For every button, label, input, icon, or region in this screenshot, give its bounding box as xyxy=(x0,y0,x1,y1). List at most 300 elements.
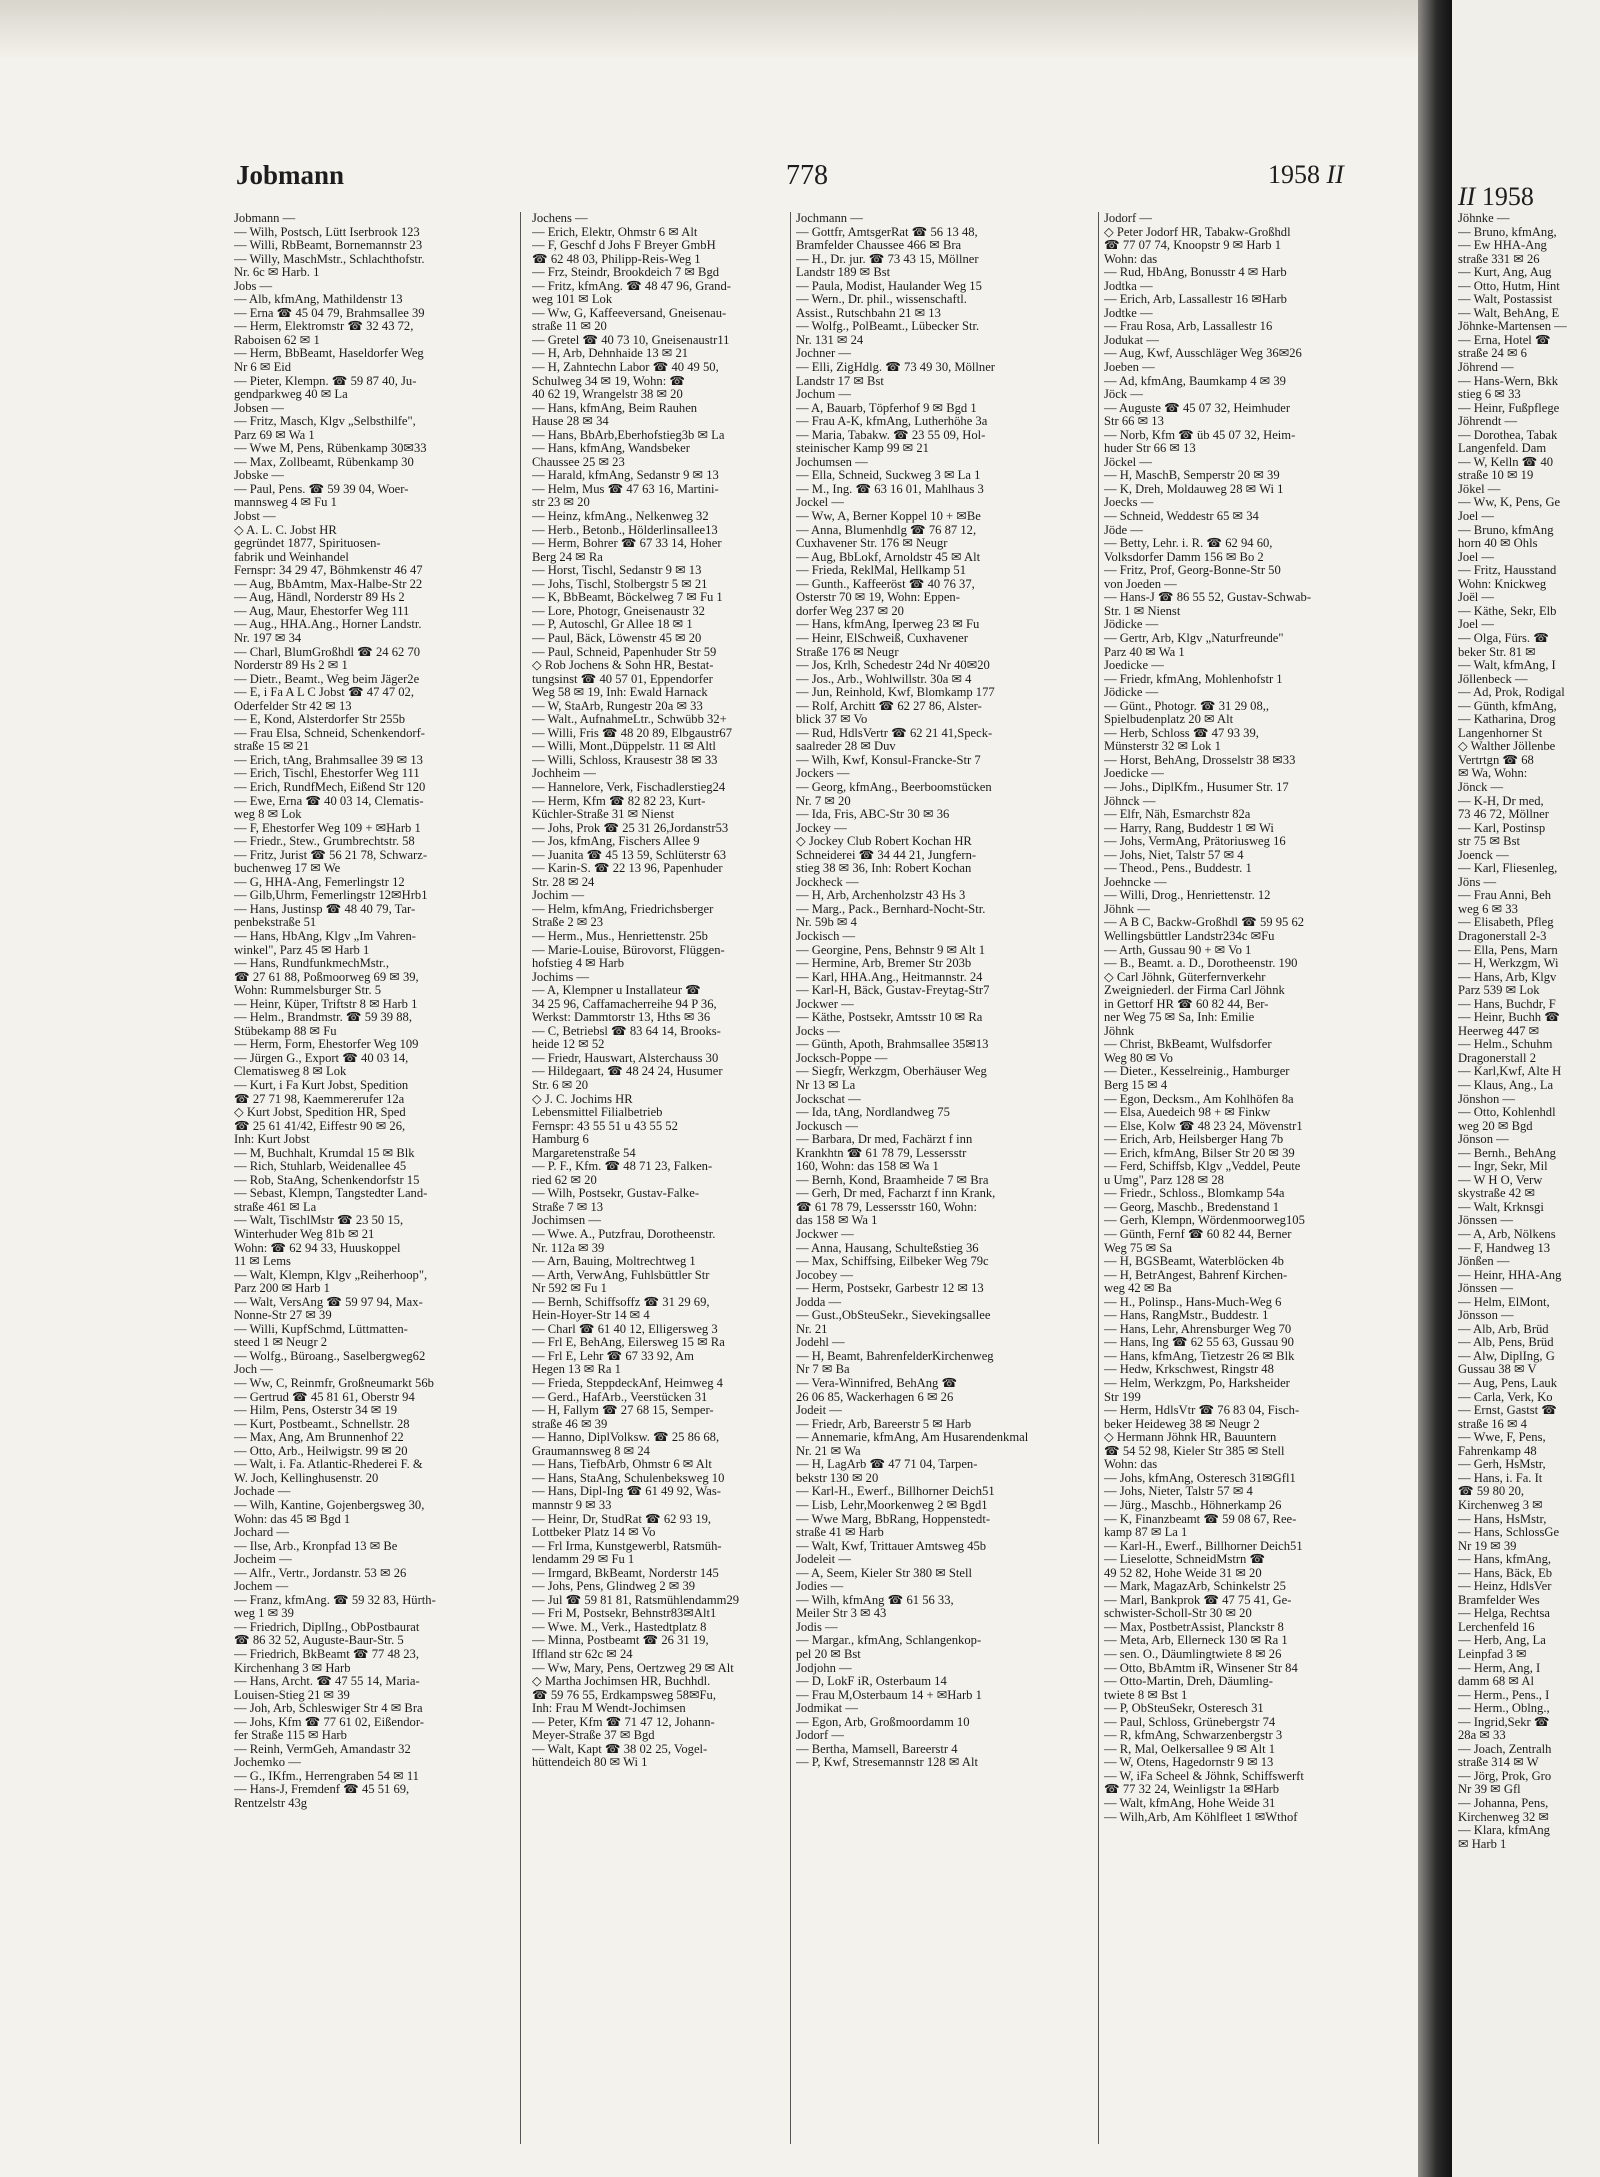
directory-entry-line: — Lore, Photogr, Gneisenaustr 32 xyxy=(532,603,705,618)
directory-entry-line: — Reinh, VermGeh, Amandastr 32 xyxy=(234,1741,411,1756)
directory-entry-line: — Helm., Schuhm xyxy=(1458,1037,1553,1052)
directory-entry-line: Jöhrendt — xyxy=(1458,414,1518,429)
directory-entry-line: — Herm., Pens., I xyxy=(1458,1687,1550,1702)
directory-entry-line: straße 314 ✉ W xyxy=(1458,1755,1539,1770)
directory-entry-line: ◇ Kurt Jobst, Spedition HR, Sped xyxy=(234,1105,406,1120)
directory-entry-line: — E, Kond, Alsterdorfer Str 255b xyxy=(234,712,406,727)
directory-entry-line: — Harry, Rang, Buddestr 1 ✉ Wi xyxy=(1104,820,1274,835)
directory-entry-line: Oderfelder Str 42 ✉ 13 xyxy=(234,698,352,713)
directory-entry-line: Rentzelstr 43g xyxy=(234,1795,308,1810)
directory-entry-line: — Heinz, kfmAng., Nelkenweg 32 xyxy=(532,509,709,524)
directory-entry-line: — Frau M,Osterbaum 14 + ✉Harb 1 xyxy=(796,1687,982,1702)
directory-entry-line: Hegen 13 ✉ Ra 1 xyxy=(532,1362,621,1377)
directory-entry-line: Jönßen — xyxy=(1458,1254,1510,1269)
directory-entry-line: Jöhnk — xyxy=(1104,901,1150,916)
running-head-year xyxy=(1268,160,1344,190)
directory-entry-line: Joch — xyxy=(234,1362,273,1377)
directory-entry-line: — Hans, BbArb,Eberhofstieg3b ✉ La xyxy=(532,427,725,442)
directory-entry-line: 73 46 72, Möllner xyxy=(1458,807,1549,822)
directory-entry-line: penbekstraße 51 xyxy=(234,915,317,930)
directory-entry-line: Jöhrend — xyxy=(1458,360,1514,375)
directory-entry-line: winkel", Parz 45 ✉ Harb 1 xyxy=(234,942,370,957)
facing-year-label: 1958 xyxy=(1481,182,1534,211)
directory-entry-line: — Rud, HdlsVertr ☎ 62 21 41,Speck- xyxy=(796,725,993,740)
directory-entry-line: — Paul, Schloss, Grünebergstr 74 xyxy=(1104,1714,1276,1729)
directory-entry-line: Krankhtn ☎ 61 78 79, Lessersstr xyxy=(796,1145,967,1160)
directory-entry-line: weg 42 ✉ Ba xyxy=(1104,1281,1172,1296)
directory-entry-line: — Hans, TiefbArb, Ohmstr 6 ✉ Alt xyxy=(532,1457,712,1472)
directory-entry-line: — Kurt, Ang, Aug xyxy=(1458,265,1552,280)
directory-entry-line: Jodjohn — xyxy=(796,1660,852,1675)
directory-entry-line: — P, Kwf, Stresemannstr 128 ✉ Alt xyxy=(796,1755,978,1770)
directory-entry-line: — Hermine, Arb, Bremer Str 203b xyxy=(796,956,972,971)
directory-entry-line: — Pieter, Klempn. ☎ 59 87 40, Ju- xyxy=(234,373,417,388)
directory-entry-line: Jöns — xyxy=(1458,874,1497,889)
directory-entry-line: Weg 75 ✉ Sa xyxy=(1104,1240,1172,1255)
directory-entry-line: Bramfelder Wes xyxy=(1458,1592,1540,1607)
directory-entry-line: Wohn: das 45 ✉ Bgd 1 xyxy=(234,1511,351,1526)
directory-entry-line: — Charl ☎ 61 40 12, Elligersweg 3 xyxy=(532,1321,718,1336)
directory-entry-line: — Hans, kfmAng, Iperweg 23 ✉ Fu xyxy=(796,617,980,632)
directory-entry-line: — A, Bauarb, Töpferhof 9 ✉ Bgd 1 xyxy=(796,400,977,415)
directory-entry-line: — Herm, Postsekr, Garbestr 12 ✉ 13 xyxy=(796,1281,984,1296)
directory-entry-line: Fernspr: 43 55 51 u 43 55 52 xyxy=(532,1118,678,1133)
directory-entry-line: Nr 13 ✉ La xyxy=(796,1078,856,1092)
directory-entry-line: — Ww, Mary, Pens, Oertzweg 29 ✉ Alt xyxy=(532,1660,734,1675)
directory-entry-line: — Herb, Schloss ☎ 47 93 39, xyxy=(1104,725,1259,740)
directory-entry-line: Jochner — xyxy=(796,346,851,361)
directory-entry-line: Jöllenbeck — xyxy=(1458,671,1528,686)
directory-entry-line: u Umg", Parz 128 ✉ 28 xyxy=(1104,1172,1224,1187)
directory-entry-line: — Ingrid,Sekr ☎ xyxy=(1458,1714,1550,1729)
directory-entry-line: — Kurt, i Fa Kurt Jobst, Spedition xyxy=(234,1078,409,1092)
directory-entry-line: Langenhorner St xyxy=(1458,725,1543,740)
directory-entry-line: — Marl, Bankprok ☎ 47 75 41, Ge- xyxy=(1104,1592,1292,1607)
directory-entry-line: — Paula, Modist, Haulander Weg 15 xyxy=(796,278,982,293)
directory-entry-line: Parz 539 ✉ Lok xyxy=(1458,983,1540,998)
directory-entry-line: — H., Polinsp., Hans-Much-Weg 6 xyxy=(1104,1294,1282,1309)
directory-entry-line: straße 46 ✉ 39 xyxy=(532,1416,608,1431)
directory-entry-line: Jochens — xyxy=(532,212,588,225)
directory-entry-line: Jönssen — xyxy=(1458,1213,1513,1228)
directory-entry-line: — Gerh, Klempn, Wördenmoorweg105 xyxy=(1104,1213,1305,1228)
directory-entry-line: — Max, PostbetrAssist, Planckstr 8 xyxy=(1104,1619,1284,1634)
directory-entry-line: — Frl E, BehAng, Eilersweg 15 ✉ Ra xyxy=(532,1335,725,1350)
directory-entry-line: — Erich, kfmAng, Bilser Str 20 ✉ 39 xyxy=(1104,1145,1295,1160)
directory-entry-line: — Minna, Postbeamt ☎ 26 31 19, xyxy=(532,1633,709,1648)
directory-entry-line: Jönson — xyxy=(1458,1132,1509,1147)
directory-entry-line: — Hans-J, Fremdenf ☎ 45 51 69, xyxy=(234,1782,410,1797)
directory-entry-line: Nr. 197 ✉ 34 xyxy=(234,630,302,645)
directory-entry-line: Jodorf — xyxy=(1104,212,1152,225)
directory-entry-line: — Jürg., Maschb., Höhnerkamp 26 xyxy=(1104,1497,1282,1512)
directory-entry-line: Jöhnk xyxy=(1104,1023,1135,1038)
directory-entry-line: straße 16 ✉ 4 xyxy=(1458,1416,1527,1431)
directory-entry-line: Weg 80 ✉ Vo xyxy=(1104,1050,1173,1065)
directory-entry-line: — K, Finanzbeamt ☎ 59 08 67, Ree- xyxy=(1104,1511,1297,1526)
directory-entry-line: ☎ 62 48 03, Philipp-Reis-Weg 1 xyxy=(532,251,701,266)
directory-entry-line: — Marie-Louise, Bürovorst, Flüggen- xyxy=(532,942,725,957)
listing-column-4 xyxy=(1104,212,1404,1824)
facing-page xyxy=(1452,0,1600,2177)
directory-entry-line: pel 20 ✉ Bst xyxy=(796,1646,861,1661)
directory-entry-line: hofstieg 4 ✉ Harb xyxy=(532,956,625,971)
directory-entry-line: — H, Arb, Dehnhaide 13 ✉ 21 xyxy=(532,346,689,361)
directory-entry-line: — Anna, Blumenhdlg ☎ 76 87 12, xyxy=(796,522,977,537)
directory-entry-line: Jöhnck — xyxy=(1104,793,1156,808)
directory-entry-line: steinischer Kamp 99 ✉ 21 xyxy=(796,441,929,456)
directory-entry-line: Spielbudenplatz 20 ✉ Alt xyxy=(1104,712,1234,727)
directory-entry-line: straße 331 ✉ 26 xyxy=(1458,251,1540,266)
directory-entry-line: Straße 7 ✉ 13 xyxy=(532,1199,604,1214)
directory-entry-line: — M, Buchhalt, Krumdal 15 ✉ Blk xyxy=(234,1145,415,1160)
directory-entry-line: Jockisch — xyxy=(796,928,856,943)
directory-entry-line: — Aug, BbLokf, Arnoldstr 45 ✉ Alt xyxy=(796,549,981,564)
directory-entry-line: — D, LokF iR, Osterbaum 14 xyxy=(796,1674,947,1689)
directory-entry-line: — Franz, kfmAng. ☎ 59 32 83, Hürth- xyxy=(234,1592,436,1607)
directory-entry-line: Str. 6 ✉ 20 xyxy=(532,1078,589,1092)
directory-entry-line: — Carla, Verk, Ko xyxy=(1458,1389,1553,1404)
directory-entry-line: Jodmikat — xyxy=(796,1701,858,1716)
directory-entry-line: — Bruno, kfmAng, xyxy=(1458,224,1557,239)
directory-entry-line: Jochim — xyxy=(532,888,585,903)
directory-entry-line: — Rolf, Architt ☎ 62 27 86, Alster- xyxy=(796,698,982,713)
directory-entry-line: — Frau Rosa, Arb, Lassallestr 16 xyxy=(1104,319,1273,334)
directory-entry-line: Joedicke — xyxy=(1104,658,1164,673)
directory-entry-line: — Hildegaart, ☎ 48 24 24, Husumer xyxy=(532,1064,723,1079)
directory-entry-line: Nr. 21 xyxy=(796,1321,828,1336)
directory-entry-line: ◇ Carl Jöhnk, Güterfernverkehr xyxy=(1104,969,1266,984)
directory-entry-line: — Arth, VerwAng, Fuhlsbüttler Str xyxy=(532,1267,710,1282)
directory-entry-line: — H, Beamt, BahrenfelderKirchenweg xyxy=(796,1348,994,1363)
directory-entry-line: ◇ Jockey Club Robert Kochan HR xyxy=(796,834,972,849)
directory-entry-line: Chaussee 25 ✉ 23 xyxy=(532,454,625,469)
directory-entry-line: Heerweg 447 ✉ xyxy=(1458,1023,1540,1038)
directory-entry-line: — sen. O., Däumlingtwiete 8 ✉ 26 xyxy=(1104,1646,1282,1661)
directory-entry-line: — Heinr, Küper, Triftstr 8 ✉ Harb 1 xyxy=(234,996,418,1011)
directory-entry-line: — Georg, Maschb., Bredenstand 1 xyxy=(1104,1199,1279,1214)
directory-entry-line: Wellingsbüttler Landstr234c ✉Fu xyxy=(1104,928,1275,943)
directory-entry-line: Vertrtgn ☎ 68 xyxy=(1458,752,1534,767)
directory-entry-line: horn 40 ✉ Ohls xyxy=(1458,536,1538,551)
directory-entry-line: — Paul, Pens. ☎ 59 39 04, Woer- xyxy=(234,481,409,496)
directory-entry-line: ◇ A. L. C. Jobst HR xyxy=(234,522,337,537)
directory-entry-line: — Johs, VermAng, Prätoriusweg 16 xyxy=(1104,834,1286,849)
directory-entry-line: Jochmann — xyxy=(796,212,863,225)
directory-entry-line: — Willi, KupfSchmd, Lüttmatten- xyxy=(234,1321,408,1336)
directory-entry-line: Nr 6 ✉ Eid xyxy=(234,360,292,375)
directory-entry-line: — Helm, Werkzgm, Po, Harksheider xyxy=(1104,1376,1290,1391)
directory-entry-line: — Margar., kfmAng, Schlangenkop- xyxy=(796,1633,982,1648)
directory-entry-line: — Gunth., Kaffeeröst ☎ 40 76 37, xyxy=(796,576,975,591)
directory-entry-line: — Karl-H., Ewerf., Billhorner Deich51 xyxy=(796,1484,995,1499)
listing-column-2 xyxy=(532,212,797,1770)
directory-entry-line: buchenweg 17 ✉ We xyxy=(234,861,341,876)
directory-entry-line: — Schneid, Weddestr 65 ✉ 34 xyxy=(1104,509,1259,524)
listing-column-1 xyxy=(234,212,506,1811)
directory-entry-line: Fahrenkamp 48 xyxy=(1458,1443,1537,1458)
directory-entry-line: Jodorf — xyxy=(796,1728,844,1743)
directory-entry-line: ☎ 77 07 74, Knoopstr 9 ✉ Harb 1 xyxy=(1104,238,1282,253)
directory-entry-line: skystraße 42 ✉ xyxy=(1458,1186,1536,1201)
directory-entry-line: — Käthe, Postsekr, Amtsstr 10 ✉ Ra xyxy=(796,1010,983,1025)
directory-entry-line: — Günth, Apoth, Brahmsallee 35✉13 xyxy=(796,1037,989,1052)
directory-entry-line: — P. F., Kfm. ☎ 48 71 23, Falken- xyxy=(532,1159,713,1174)
directory-entry-line: — Horst, BehAng, Drosselstr 38 ✉33 xyxy=(1104,752,1296,767)
directory-entry-line: — Jos, kfmAng, Fischers Allee 9 xyxy=(532,834,700,849)
directory-entry-line: — Wwe. A., Putzfrau, Dorotheenstr. xyxy=(532,1227,716,1242)
directory-entry-line: Hamburg 6 xyxy=(532,1132,589,1147)
directory-entry-line: — Gertrud ☎ 45 81 61, Oberstr 94 xyxy=(234,1389,415,1404)
directory-entry-line: Parz 40 ✉ Wa 1 xyxy=(1104,644,1185,659)
directory-entry-line: — Erich, RundfMech, Eißend Str 120 xyxy=(234,779,426,794)
directory-entry-line: — Norb, Kfm ☎ üb 45 07 32, Heim- xyxy=(1104,427,1296,442)
directory-entry-line: Dragonerstall 2-3 xyxy=(1458,928,1547,943)
directory-entry-line: Kirchenweg 3 ✉ xyxy=(1458,1497,1543,1512)
directory-entry-line: — W H O, Verw xyxy=(1458,1172,1543,1187)
directory-entry-line: Jochumsen — xyxy=(796,454,868,469)
directory-entry-line: — Fritz, Jurist ☎ 56 21 78, Schwarz- xyxy=(234,847,428,862)
directory-entry-line: — Johs, Prok ☎ 25 31 26,Jordanstr53 xyxy=(532,820,729,835)
directory-entry-line: — Friedr., Schloss., Blomkamp 54a xyxy=(1104,1186,1285,1201)
directory-entry-line: saalreder 28 ✉ Duv xyxy=(796,739,896,754)
directory-entry-line: — Walt, Kwf, Trittauer Amtsweg 45b xyxy=(796,1538,987,1553)
directory-entry-line: heide 12 ✉ 52 xyxy=(532,1037,605,1052)
directory-entry-line: — G., IKfm., Herrengraben 54 ✉ 11 xyxy=(234,1768,419,1783)
directory-entry-line: — Siegfr, Werkzgm, Oberhäuser Weg xyxy=(796,1064,987,1079)
directory-entry-line: W. Joch, Kellinghusenstr. 20 xyxy=(234,1470,379,1485)
directory-entry-line: Meyer-Straße 37 ✉ Bgd xyxy=(532,1728,655,1743)
directory-entry-line: — H, Zahntechn Labor ☎ 40 49 50, xyxy=(532,360,719,375)
directory-entry-line: Weg 58 ✉ 19, Inh: Ewald Harnack xyxy=(532,685,708,700)
directory-entry-line: ☎ 54 52 98, Kieler Str 385 ✉ Stell xyxy=(1104,1443,1285,1458)
directory-entry-line: ◇ Peter Jodorf HR, Tabakw-Großhdl xyxy=(1104,224,1291,239)
directory-entry-line: — Wolfg., PolBeamt., Lübecker Str. xyxy=(796,319,980,334)
directory-entry-line: — Hans, i. Fa. It xyxy=(1458,1470,1543,1485)
directory-entry-line: — Willy, MaschMstr., Schlachthofstr. xyxy=(234,251,425,266)
directory-entry-line: Kirchenweg 32 ✉ xyxy=(1458,1809,1549,1824)
directory-entry-line: — Ernst, Gastst ☎ xyxy=(1458,1403,1557,1418)
directory-entry-line: — Maria, Tabakw. ☎ 23 55 09, Hol- xyxy=(796,427,986,442)
directory-entry-line: — Egon, Decksm., Am Kohlhöfen 8a xyxy=(1104,1091,1294,1106)
directory-entry-line: — Herm, Form, Ehestorfer Weg 109 xyxy=(234,1037,419,1052)
directory-entry-line: Straße 176 ✉ Neugr xyxy=(796,644,899,659)
directory-entry-line: — Peter, Kfm ☎ 71 47 12, Johann- xyxy=(532,1714,715,1729)
directory-entry-line: — Ew HHA-Ang xyxy=(1458,238,1547,253)
directory-entry-line: Jockwer — xyxy=(796,1227,854,1242)
directory-entry-line: — Paul, Bäck, Löwenstr 45 ✉ 20 xyxy=(532,630,702,645)
directory-entry-line: — Jörg, Prok, Gro xyxy=(1458,1768,1552,1783)
directory-entry-line: Jodda — xyxy=(796,1294,842,1309)
directory-entry-line: Jockwer — xyxy=(796,996,854,1011)
directory-entry-line: — H, Arb, Archenholzstr 43 Hs 3 xyxy=(796,888,966,903)
directory-entry-line: Iffland str 62c ✉ 24 xyxy=(532,1646,633,1661)
directory-entry-line: weg 1 ✉ 39 xyxy=(234,1606,294,1621)
directory-entry-line: — Johs., DiplKfm., Husumer Str. 17 xyxy=(1104,779,1289,794)
directory-entry-line: — Hans, Dipl-Ing ☎ 61 49 92, Was- xyxy=(532,1484,721,1499)
directory-entry-line: — Walt, Kapt ☎ 38 02 25, Vogel- xyxy=(532,1741,708,1756)
directory-entry-line: beker Heideweg 38 ✉ Neugr 2 xyxy=(1104,1416,1260,1431)
directory-entry-line: — Katharina, Drog xyxy=(1458,712,1556,727)
directory-entry-line: Str. 1 ✉ Nienst xyxy=(1104,603,1181,618)
directory-entry-line: — Elli, ZigHdlg. ☎ 73 49 30, Möllner xyxy=(796,360,995,375)
directory-entry-line: Jobst — xyxy=(234,509,276,524)
directory-entry-line: — Wilh, Kantine, Gojenbergsweg 30, xyxy=(234,1497,425,1512)
directory-entry-line: — Walt, Klempn, Klgv „Reiherhoop", xyxy=(234,1267,428,1282)
directory-entry-line: — Fritz, Hausstand xyxy=(1458,563,1557,578)
directory-entry-line: Parz 69 ✉ Wa 1 xyxy=(234,427,315,442)
directory-entry-line: — Helm, kfmAng, Friedrichsberger xyxy=(532,901,714,916)
directory-entry-line: Wohn: das xyxy=(1104,251,1158,266)
directory-entry-line: — Hans, Ing ☎ 62 55 63, Gussau 90 xyxy=(1104,1335,1294,1350)
directory-entry-line: 40 62 19, Wrangelstr 38 ✉ 20 xyxy=(532,387,683,402)
directory-entry-line: Hein-Hoyer-Str 14 ✉ 4 xyxy=(532,1308,650,1323)
directory-entry-line: — Herb., Betonb., Hölderlinsallee13 xyxy=(532,522,718,537)
directory-entry-line: gegründet 1877, Spirituosen- xyxy=(234,536,381,551)
directory-entry-line: ◇ Walther Jöllenbe xyxy=(1458,739,1556,754)
directory-entry-line: Jöhnke — xyxy=(1458,212,1510,225)
directory-entry-line: — Johs, Niet, Talstr 57 ✉ 4 xyxy=(1104,847,1244,862)
column-rule xyxy=(520,212,521,2144)
directory-entry-line: — Wwe M, Pens, Rübenkamp 30✉33 xyxy=(234,441,427,456)
directory-entry-line: — Johs, Nieter, Talstr 57 ✉ 4 xyxy=(1104,1484,1253,1499)
directory-entry-line: — Frz, Steindr, Brookdeich 7 ✉ Bgd xyxy=(532,265,720,280)
directory-entry-line: — Marg., Pack., Bernhard-Nocht-Str. xyxy=(796,901,986,916)
directory-entry-line: Volksdorfer Damm 156 ✉ Bo 2 xyxy=(1104,549,1264,564)
directory-entry-line: — Wilh, Postsch, Lütt Iserbrook 123 xyxy=(234,224,420,239)
directory-entry-line: — Johanna, Pens, xyxy=(1458,1795,1549,1810)
directory-entry-line: — K-H, Dr med, xyxy=(1458,793,1544,808)
directory-entry-line: — W, StaArb, Rungestr 20a ✉ 33 xyxy=(532,698,703,713)
directory-entry-line: — Otto, Kohlenhdl xyxy=(1458,1105,1556,1120)
directory-entry-line: — W, Kelln ☎ 40 xyxy=(1458,454,1554,469)
directory-entry-line: — Hans, HsMstr, xyxy=(1458,1511,1547,1526)
directory-entry-line: Jökel — xyxy=(1458,481,1501,496)
directory-entry-line: Werkst: Dammtorstr 13, Hths ✉ 36 xyxy=(532,1010,711,1025)
directory-entry-line: — Alb, kfmAng, Mathildenstr 13 xyxy=(234,292,403,307)
directory-entry-line: — Joh, Arb, Schleswiger Str 4 ✉ Bra xyxy=(234,1701,423,1716)
directory-entry-line: — Otto-Martin, Dreh, Däumling- xyxy=(1104,1674,1273,1689)
directory-entry-line: straße 11 ✉ 20 xyxy=(532,319,607,334)
directory-entry-line: ☎ 27 71 98, Kaemmererufer 12a xyxy=(234,1091,405,1106)
directory-entry-line: — Wilh, kfmAng ☎ 61 56 33, xyxy=(796,1592,954,1607)
directory-entry-line: — Elfr, Näh, Esmarchstr 82a xyxy=(1104,807,1251,822)
directory-entry-line: — Bernh., BehAng xyxy=(1458,1145,1556,1160)
directory-entry-line: Jocksch-Poppe — xyxy=(796,1050,888,1065)
directory-entry-line: — Frl Irma, Kunstgewerbl, Ratsmüh- xyxy=(532,1538,722,1553)
facing-page-head xyxy=(1458,182,1534,212)
directory-entry-line: — Betty, Lehr. i. R. ☎ 62 94 60, xyxy=(1104,536,1273,551)
directory-entry-line: — Arth, Gussau 90 + ✉ Vo 1 xyxy=(1104,942,1252,957)
directory-entry-line: straße 10 ✉ 19 xyxy=(1458,468,1534,483)
directory-entry-line: — Karl,Kwf, Alte H xyxy=(1458,1064,1562,1079)
directory-entry-line: — Alfr., Vertr., Jordanstr. 53 ✉ 26 xyxy=(234,1565,407,1580)
directory-entry-line: ◇ Rob Jochens & Sohn HR, Bestat- xyxy=(532,658,714,673)
directory-entry-line: — Hedw, Krkschwest, Ringstr 48 xyxy=(1104,1362,1274,1377)
directory-entry-line: — Else, Kolw ☎ 48 23 24, Mövenstr1 xyxy=(1104,1118,1303,1133)
directory-entry-line: — Karl, Postinsp xyxy=(1458,820,1546,835)
directory-entry-line: Osterstr 70 ✉ 19, Wohn: Eppen- xyxy=(796,590,960,605)
directory-entry-line: Jockschat — xyxy=(796,1091,861,1106)
directory-entry-line: Lebensmittel Filialbetrieb xyxy=(532,1105,663,1120)
directory-entry-line: — Kurt, Postbeamt., Schnellstr. 28 xyxy=(234,1416,410,1431)
directory-entry-line: dorfer Weg 237 ✉ 20 xyxy=(796,603,904,618)
facing-part-label: II xyxy=(1458,182,1476,211)
directory-entry-line: — Wilh,Arb, Am Köhlfleet 1 ✉Wthof xyxy=(1104,1809,1298,1824)
directory-entry-line: — Elisabeth, Pfleg xyxy=(1458,915,1554,930)
directory-entry-line: weg 8 ✉ Lok xyxy=(234,807,302,822)
directory-entry-line: — Willi, Drog., Henriettenstr. 12 xyxy=(1104,888,1271,903)
directory-entry-line: mannstr 9 ✉ 33 xyxy=(532,1497,612,1512)
directory-entry-line: straße 15 ✉ 21 xyxy=(234,739,310,754)
directory-entry-line: fabrik und Weinhandel xyxy=(234,549,349,564)
directory-entry-line: — Ida, tAng, Nordlandweg 75 xyxy=(796,1105,950,1120)
directory-entry-line: Jockers — xyxy=(796,766,850,781)
year-label: 1958 xyxy=(1268,160,1320,189)
directory-entry-line: 34 25 96, Caffamacherreihe 94 P 36, xyxy=(532,996,717,1011)
directory-entry-line: ◇ J. C. Jochims HR xyxy=(532,1091,633,1106)
directory-entry-line: — Johs, Pens, Glindweg 2 ✉ 39 xyxy=(532,1579,696,1594)
directory-entry-line: Jodis — xyxy=(796,1619,838,1634)
directory-entry-line: — W, iFa Scheel & Jöhnk, Schiffswerft xyxy=(1104,1768,1304,1783)
directory-entry-line: — Willi, Schloss, Krausestr 38 ✉ 33 xyxy=(532,752,718,767)
directory-entry-line: — Jun, Reinhold, Kwf, Blomkamp 177 xyxy=(796,685,995,700)
directory-entry-line: — Annemarie, kfmAng, Am Husarendenkmal xyxy=(796,1430,1029,1445)
directory-entry-line: Nr. 59b ✉ 4 xyxy=(796,915,857,930)
directory-entry-line: — Heinr, Buchh ☎ xyxy=(1458,1010,1560,1025)
directory-entry-line: — Herm, BbBeamt, Haseldorfer Weg xyxy=(234,346,424,361)
directory-entry-line: Jodtka — xyxy=(1104,278,1153,293)
directory-entry-line: Jockheck — xyxy=(796,874,859,889)
directory-entry-line: — Johs, Kfm ☎ 77 61 02, Eißendor- xyxy=(234,1714,424,1729)
directory-entry-line: von Joeden — xyxy=(1104,576,1177,591)
directory-entry-line: — Aug, Händl, Norderstr 89 Hs 2 xyxy=(234,590,405,605)
directory-entry-line: — Heinr, HHA-Ang xyxy=(1458,1267,1562,1282)
directory-entry-line: — Willi, Mont.,Düppelstr. 11 ✉ Altl xyxy=(532,739,716,754)
directory-entry-line: — Erich, Tischl, Ehestorfer Weg 111 xyxy=(234,766,420,781)
directory-entry-line: — Egon, Arb, Großmoordamm 10 xyxy=(796,1714,970,1729)
directory-entry-line: — Arn, Bauing, Moltrechtweg 1 xyxy=(532,1254,696,1269)
directory-entry-line: beker Str. 81 ✉ xyxy=(1458,644,1536,659)
directory-entry-line: Nr 39 ✉ Gfl xyxy=(1458,1782,1521,1797)
directory-entry-line: — Willi, RbBeamt, Bornemannstr 23 xyxy=(234,238,423,253)
directory-entry-line: Jockey — xyxy=(796,820,847,835)
directory-entry-line: — Ewe, Erna ☎ 40 03 14, Clematis- xyxy=(234,793,424,808)
directory-entry-line: — Hans, kfmAng, Tietzestr 26 ✉ Blk xyxy=(1104,1348,1295,1363)
directory-entry-line: — Gretel ☎ 40 73 10, Gneisenaustr11 xyxy=(532,332,730,347)
directory-entry-line: — Frau Anni, Beh xyxy=(1458,888,1552,903)
directory-entry-line: — Wwe, F, Pens, xyxy=(1458,1430,1546,1445)
directory-entry-line: weg 101 ✉ Lok xyxy=(532,292,613,307)
directory-entry-line: — Herm, Elektromstr ☎ 32 43 72, xyxy=(234,319,414,334)
directory-entry-line: Joel — xyxy=(1458,617,1495,632)
directory-entry-line: Margaretenstraße 54 xyxy=(532,1145,636,1160)
directory-entry-line: — Walt, i. Fa. Atlantic-Rhederei F. & xyxy=(234,1457,423,1472)
directory-entry-line: 11 ✉ Lems xyxy=(234,1254,291,1269)
directory-entry-line: — Hilm, Pens, Osterstr 34 ✉ 19 xyxy=(234,1403,398,1418)
directory-entry-line: 28a ✉ 33 xyxy=(1458,1728,1506,1743)
directory-entry-line: Norderstr 89 Hs 2 ✉ 1 xyxy=(234,658,348,673)
directory-entry-line: — Günth, kfmAng, xyxy=(1458,698,1557,713)
directory-entry-line: — Auguste ☎ 45 07 32, Heimhuder xyxy=(1104,400,1291,415)
directory-entry-line: Jochum — xyxy=(796,387,851,402)
directory-entry-line: — Ferd, Schiffsb, Klgv „Veddel, Peute xyxy=(1104,1159,1301,1174)
directory-entry-line: — Walt., AufnahmeLtr., Schwübb 32+ xyxy=(532,712,727,727)
directory-entry-line: Münsterstr 32 ✉ Lok 1 xyxy=(1104,739,1221,754)
directory-entry-line: — Hans-J ☎ 86 55 52, Gustav-Schwab- xyxy=(1104,590,1312,605)
part-label: II xyxy=(1326,160,1344,189)
directory-entry-line: Assist., Rutschbahn 21 ✉ 13 xyxy=(796,305,941,320)
